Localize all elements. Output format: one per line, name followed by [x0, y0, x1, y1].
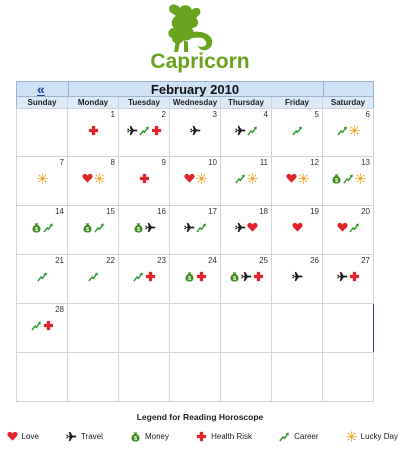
- trend-up-icon: [247, 125, 258, 136]
- money-bag-icon: [331, 173, 342, 184]
- calendar-week-row: [16, 206, 374, 255]
- star-burst-icon: [349, 125, 360, 136]
- airplane-icon: [241, 271, 252, 282]
- calendar-day-cell[interactable]: [220, 206, 271, 254]
- legend-item-career: [279, 431, 319, 442]
- money-bag-icon: [133, 222, 144, 233]
- star-burst-icon: [94, 173, 105, 184]
- trend-up-icon: [139, 125, 150, 136]
- svg-text:$: $: [232, 276, 236, 283]
- trend-up-icon: [196, 222, 207, 233]
- calendar-empty-cell: [271, 304, 322, 352]
- calendar-empty-cell: [271, 353, 322, 401]
- legend-label: Health Risk: [211, 431, 252, 441]
- calendar-day-cell[interactable]: [169, 109, 220, 156]
- calendar-empty-cell: [220, 304, 271, 352]
- legend-label: Travel: [80, 431, 103, 441]
- svg-text:$: $: [136, 227, 140, 234]
- calendar-day-cell[interactable]: [16, 304, 67, 352]
- airplane-icon: [235, 222, 246, 233]
- calendar-day-cell[interactable]: [220, 157, 271, 205]
- day-number: 10: [208, 158, 217, 167]
- heart-icon: [286, 173, 297, 184]
- month-title: February 2010: [150, 82, 240, 97]
- weekday-label: Friday: [272, 97, 323, 108]
- day-icons: [323, 271, 373, 283]
- day-number: 7: [59, 158, 64, 167]
- calendar-header: [16, 81, 374, 97]
- day-icons: [272, 125, 322, 137]
- star-burst-icon: [37, 173, 48, 184]
- day-number: 17: [208, 207, 217, 216]
- day-icons: [68, 173, 118, 185]
- day-number: 26: [310, 256, 319, 265]
- day-number: 13: [361, 158, 370, 167]
- red-cross-icon: [196, 271, 207, 282]
- airplane-icon: [292, 271, 303, 282]
- trend-up-icon: [37, 271, 48, 282]
- calendar-day-cell[interactable]: [67, 206, 118, 254]
- day-number: 16: [157, 207, 166, 216]
- calendar-empty-cell: [322, 304, 374, 352]
- day-icons: [323, 173, 373, 185]
- day-number: 24: [208, 256, 217, 265]
- calendar-day-cell[interactable]: [271, 206, 322, 254]
- weekday-label: Wednesday: [170, 97, 221, 108]
- day-icons: [170, 222, 220, 234]
- day-icons: [119, 125, 169, 137]
- trend-up-icon: [337, 125, 348, 136]
- calendar-empty-cell: [16, 353, 67, 401]
- svg-text:$: $: [133, 435, 138, 442]
- trend-up-icon: [94, 222, 105, 233]
- calendar-empty-cell: [67, 304, 118, 352]
- calendar-grid: [16, 108, 374, 402]
- day-icons: [17, 271, 67, 283]
- day-icons: [119, 173, 169, 185]
- day-icons: [272, 222, 322, 234]
- legend-item-love: [6, 431, 39, 442]
- money-bag-icon: [31, 222, 42, 233]
- calendar-day-cell[interactable]: [118, 206, 169, 254]
- day-icons: [17, 320, 67, 332]
- calendar-day-cell[interactable]: [322, 157, 374, 205]
- day-icons: [221, 173, 271, 185]
- trend-up-icon: [235, 173, 246, 184]
- svg-text:$: $: [334, 178, 338, 185]
- legend: [0, 412, 400, 442]
- day-number: 2: [161, 110, 166, 119]
- sign-title: Capricorn: [150, 50, 250, 73]
- day-number: 28: [55, 305, 64, 314]
- money-bag-icon: [184, 271, 195, 282]
- trend-up-icon: [343, 173, 354, 184]
- calendar-day-cell[interactable]: [118, 255, 169, 303]
- trend-up-icon: [88, 271, 99, 282]
- calendar-day-cell[interactable]: [118, 109, 169, 156]
- star-burst-icon: [355, 173, 366, 184]
- legend-item-health: [196, 431, 252, 442]
- legend-label: Money: [144, 431, 169, 441]
- day-number: 19: [310, 207, 319, 216]
- calendar-day-cell[interactable]: [16, 255, 67, 303]
- day-icons: [221, 125, 271, 137]
- airplane-icon: [127, 125, 138, 136]
- heart-icon: [7, 431, 18, 442]
- airplane-icon: [235, 125, 246, 136]
- prev-month-link[interactable]: «: [37, 81, 45, 97]
- red-cross-icon: [253, 271, 264, 282]
- day-number: 4: [263, 110, 268, 119]
- legend-item-travel: [65, 431, 102, 442]
- day-icons: [170, 125, 220, 137]
- day-icons: [221, 271, 271, 283]
- legend-item-lucky: [345, 431, 398, 442]
- day-number: 27: [361, 256, 370, 265]
- day-number: 11: [259, 158, 268, 167]
- weekday-label: Tuesday: [119, 97, 170, 108]
- calendar-week-row: [16, 157, 374, 206]
- day-number: 3: [212, 110, 217, 119]
- legend-items: [6, 429, 398, 443]
- money-bag-icon: [229, 271, 240, 282]
- svg-text:$: $: [85, 227, 89, 234]
- day-number: 22: [106, 256, 115, 265]
- day-number: 23: [157, 256, 166, 265]
- legend-title: Legend for Reading Horoscope: [136, 412, 264, 422]
- money-bag-icon: [82, 222, 93, 233]
- calendar-day-cell[interactable]: [16, 206, 67, 254]
- calendar-empty-cell: [118, 353, 169, 401]
- red-cross-icon: [196, 431, 207, 442]
- day-icons: [68, 271, 118, 283]
- airplane-icon: [337, 271, 348, 282]
- airplane-icon: [190, 125, 201, 136]
- day-icons: [323, 125, 373, 137]
- trend-up-icon: [279, 431, 290, 442]
- day-number: 5: [314, 110, 319, 119]
- calendar-empty-cell: [169, 353, 220, 401]
- airplane-icon: [184, 222, 195, 233]
- calendar-empty-cell: [322, 353, 374, 401]
- day-icons: [272, 271, 322, 283]
- weekday-label: Saturday: [330, 98, 366, 107]
- svg-text:$: $: [34, 227, 38, 234]
- legend-label: Lucky Day: [360, 431, 398, 441]
- red-cross-icon: [88, 125, 99, 136]
- red-cross-icon: [139, 173, 150, 184]
- day-icons: [68, 222, 118, 234]
- capricorn-goat-icon: [162, 2, 218, 54]
- heart-icon: [184, 173, 195, 184]
- trend-up-icon: [43, 222, 54, 233]
- day-icons: [119, 222, 169, 234]
- calendar-week-row: [16, 304, 374, 353]
- day-number: 18: [259, 207, 268, 216]
- day-icons: [323, 222, 373, 234]
- red-cross-icon: [145, 271, 156, 282]
- weekday-label: Thursday: [221, 97, 272, 108]
- day-icons: [119, 271, 169, 283]
- calendar-empty-cell: [16, 109, 67, 156]
- calendar-day-cell[interactable]: [322, 206, 374, 254]
- heart-icon: [337, 222, 348, 233]
- calendar-week-row: [16, 108, 374, 157]
- calendar-day-cell[interactable]: [169, 255, 220, 303]
- weekday-label: Monday: [68, 97, 119, 108]
- calendar-day-cell[interactable]: [271, 157, 322, 205]
- day-number: 9: [161, 158, 166, 167]
- calendar-day-cell[interactable]: [118, 157, 169, 205]
- day-icons: [272, 173, 322, 185]
- calendar-empty-cell: [67, 353, 118, 401]
- day-number: 14: [55, 207, 64, 216]
- money-bag-icon: [130, 431, 141, 442]
- legend-item-money: [129, 431, 169, 442]
- calendar-day-cell[interactable]: [220, 255, 271, 303]
- red-cross-icon: [349, 271, 360, 282]
- day-icons: [68, 125, 118, 137]
- heart-icon: [247, 222, 258, 233]
- day-icons: [17, 222, 67, 234]
- trend-up-icon: [349, 222, 360, 233]
- heart-icon: [82, 173, 93, 184]
- calendar-day-cell[interactable]: [271, 109, 322, 156]
- calendar-empty-cell: [220, 353, 271, 401]
- star-burst-icon: [196, 173, 207, 184]
- calendar-empty-cell: [118, 304, 169, 352]
- calendar-week-row: [16, 255, 374, 304]
- legend-label: Career: [294, 431, 319, 441]
- day-number: 15: [106, 207, 115, 216]
- day-icons: [221, 222, 271, 234]
- calendar-day-cell[interactable]: [169, 206, 220, 254]
- calendar-day-cell[interactable]: [67, 157, 118, 205]
- day-number: 1: [110, 110, 115, 119]
- calendar-day-cell[interactable]: [322, 109, 374, 156]
- weekday-label: Sunday: [17, 97, 68, 108]
- day-number: 8: [110, 158, 115, 167]
- red-cross-icon: [43, 320, 54, 331]
- trend-up-icon: [31, 320, 42, 331]
- weekday-header-row: [16, 97, 374, 108]
- sign-header: [0, 0, 400, 80]
- calendar-day-cell[interactable]: [271, 255, 322, 303]
- calendar-empty-cell: [169, 304, 220, 352]
- day-number: 25: [259, 256, 268, 265]
- svg-text:$: $: [187, 276, 191, 283]
- calendar-day-cell[interactable]: [67, 109, 118, 156]
- day-icons: [170, 173, 220, 185]
- calendar-day-cell[interactable]: [220, 109, 271, 156]
- airplane-icon: [66, 431, 77, 442]
- calendar-day-cell[interactable]: [16, 157, 67, 205]
- star-burst-icon: [346, 431, 357, 442]
- star-burst-icon: [247, 173, 258, 184]
- red-cross-icon: [151, 125, 162, 136]
- calendar: [16, 81, 374, 402]
- day-icons: [170, 271, 220, 283]
- legend-label: Love: [21, 431, 39, 441]
- day-icons: [17, 173, 67, 185]
- calendar-day-cell[interactable]: [67, 255, 118, 303]
- day-number: 6: [365, 110, 370, 119]
- trend-up-icon: [292, 125, 303, 136]
- heart-icon: [292, 222, 303, 233]
- airplane-icon: [145, 222, 156, 233]
- trend-up-icon: [133, 271, 144, 282]
- star-burst-icon: [298, 173, 309, 184]
- day-number: 21: [55, 256, 64, 265]
- day-number: 20: [361, 207, 370, 216]
- calendar-day-cell[interactable]: [169, 157, 220, 205]
- day-number: 12: [310, 158, 319, 167]
- calendar-week-row: [16, 353, 374, 402]
- calendar-day-cell[interactable]: [322, 255, 374, 303]
